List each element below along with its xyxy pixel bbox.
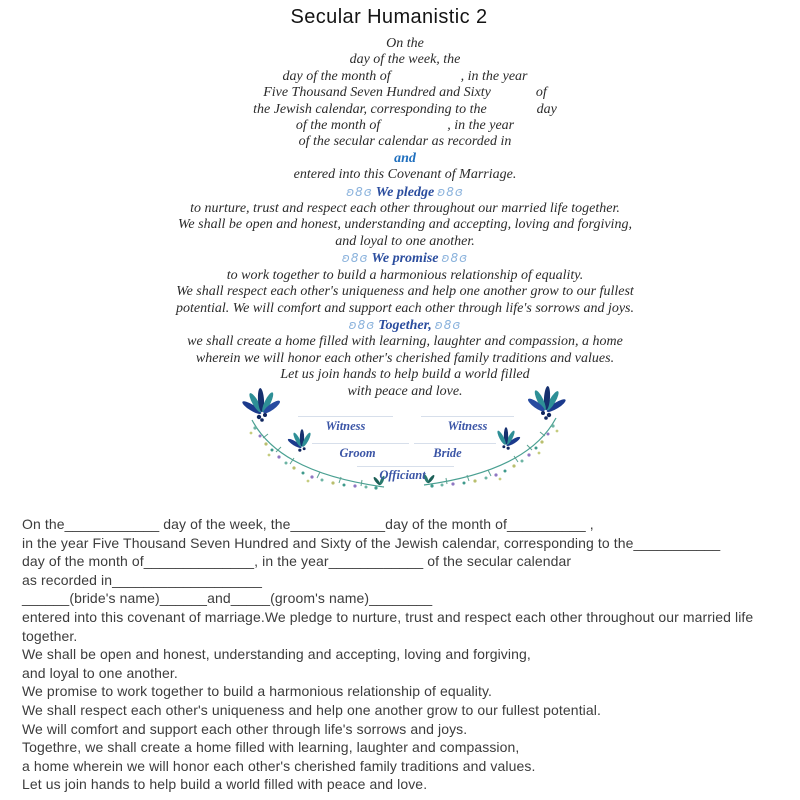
- flourish-ornament-icon: ʚ8ɞ: [341, 251, 369, 266]
- officiant-label: Officiant: [379, 468, 426, 482]
- plain-text-line: We shall be open and honest, understanding and accepting, loving and forgiving,: [22, 646, 531, 663]
- plain-text-line: together.: [22, 627, 78, 644]
- flourish-ornament-icon: ʚ8ɞ: [441, 251, 469, 266]
- plain-text-line: as recorded in___________________: [22, 571, 262, 588]
- certificate-text: we shall create a home filled with learning, laughter and compassion, a home: [187, 334, 623, 350]
- groom-label: Groom: [339, 446, 376, 460]
- certificate-line: [155, 52, 655, 68]
- certificate-text: We shall be open and honest, understanding and accepting, loving and forgiving,: [178, 217, 632, 233]
- witness-left-signature-line: [298, 416, 393, 417]
- plain-text-line: in the year Five Thousand Seven Hundred and Sixty of the Jewish calendar, corresponding to the___________: [22, 534, 721, 551]
- certificate-text: to nurture, trust and respect each other throughout our married life together.: [190, 201, 620, 217]
- flourish-ornament-icon: ʚ8ɞ: [437, 184, 464, 199]
- certificate-line: [155, 151, 655, 167]
- certificate-text: Five Thousand Seven Hundred and Sixty: [263, 85, 491, 101]
- certificate-section-header: [155, 317, 655, 334]
- section-header-word: We pledge: [375, 184, 435, 200]
- certificate-line: [155, 118, 655, 134]
- certificate-text: of: [535, 85, 547, 101]
- plain-text-line: entered into this covenant of marriage.We pledge to nurture, trust and respect each other throughout our married life: [22, 608, 754, 625]
- certificate-line: [155, 69, 655, 85]
- plain-text-line: We promise to work together to build a harmonious relationship of equality.: [22, 683, 493, 700]
- plain-text-line: Let us join hands to help build a world filled with peace and love.: [22, 776, 428, 793]
- certificate-line: [155, 85, 655, 101]
- certificate-text: of the month of: [295, 118, 381, 134]
- certificate-text: the Jewish calendar, corresponding to the: [253, 101, 487, 117]
- certificate-text: We shall respect each other's uniqueness and help one another grow to our fullest: [176, 284, 634, 300]
- certificate-text: and: [394, 150, 416, 166]
- certificate-text: potential. We will comfort and support each other through life's sorrows and joys.: [176, 300, 634, 316]
- certificate-line: [155, 167, 655, 183]
- page-title: Secular Humanistic 2: [290, 6, 488, 28]
- certificate-text: wherein we will honor each other's cherished family traditions and values.: [195, 350, 615, 366]
- certificate-line: [155, 102, 655, 118]
- certificate-line: [155, 201, 655, 217]
- witness-right-label: Witness: [447, 419, 488, 433]
- certificate-text: , in the year: [460, 68, 528, 84]
- certificate-text: On the: [386, 36, 424, 51]
- certificate-text: day of the month of: [282, 68, 391, 84]
- certificate-text: Let us join hands to help build a world filled: [280, 367, 530, 383]
- certificate-text: day: [536, 101, 557, 117]
- flourish-ornament-icon: ʚ8ɞ: [348, 317, 376, 332]
- certificate-line: [155, 367, 655, 383]
- witness-right-signature-line: [421, 416, 514, 417]
- bride-label: Bride: [433, 446, 462, 460]
- groom-signature-line: [312, 443, 409, 444]
- certificate-text-block: [155, 36, 655, 400]
- certificate-section-header: [155, 184, 655, 201]
- section-header-word: Together,: [378, 317, 432, 333]
- witness-left-label: Witness: [325, 419, 366, 433]
- plain-text-block: [22, 515, 798, 794]
- section-header-word: We promise: [371, 251, 439, 267]
- plain-text-line: ______(bride's name)______and_____(groom's name)________: [22, 590, 433, 607]
- certificate-text: entered into this Covenant of Marriage.: [293, 167, 517, 183]
- certificate-text: , in the year: [447, 118, 515, 134]
- flourish-ornament-icon: ʚ8ɞ: [346, 184, 373, 199]
- plain-text-line: We will comfort and support each other through life's sorrows and joys.: [22, 720, 468, 737]
- plain-text-line: and loyal to one another.: [22, 664, 178, 681]
- certificate-text: to work together to build a harmonious relationship of equality.: [226, 267, 584, 283]
- flourish-ornament-icon: ʚ8ɞ: [434, 317, 462, 332]
- certificate-line: [155, 301, 655, 317]
- certificate-line: [155, 351, 655, 367]
- certificate-line: [155, 268, 655, 284]
- plain-text-line: a home wherein we will honor each other's cherished family traditions and values.: [22, 757, 536, 774]
- officiant-signature-line: [357, 466, 454, 467]
- bride-signature-line: [414, 443, 496, 444]
- certificate-text: and loyal to one another.: [335, 233, 475, 249]
- certificate-text: day of the week, the: [349, 52, 461, 68]
- plain-text-line: day of the month of______________, in the year____________ of the secular calendar: [22, 553, 572, 570]
- certificate-line: [155, 234, 655, 250]
- leaf-cluster-main: [241, 388, 282, 422]
- certificate-text: with peace and love.: [347, 383, 463, 399]
- certificate-line: [155, 36, 655, 52]
- certificate-line: [155, 334, 655, 350]
- plain-text-line: We shall respect each other's uniqueness and help one another grow to our fullest potential.: [22, 701, 601, 718]
- certificate-line: [155, 284, 655, 300]
- certificate-text: of the secular calendar as recorded in: [298, 134, 512, 150]
- certificate-line: [155, 217, 655, 233]
- plain-text-line: On the____________ day of the week, the____________day of the month of__________ ,: [22, 516, 594, 532]
- certificate-line: [155, 134, 655, 150]
- certificate-section-header: [155, 250, 655, 267]
- plain-text-line: Togethre, we shall create a home filled with learning, laughter and compassion,: [22, 739, 520, 756]
